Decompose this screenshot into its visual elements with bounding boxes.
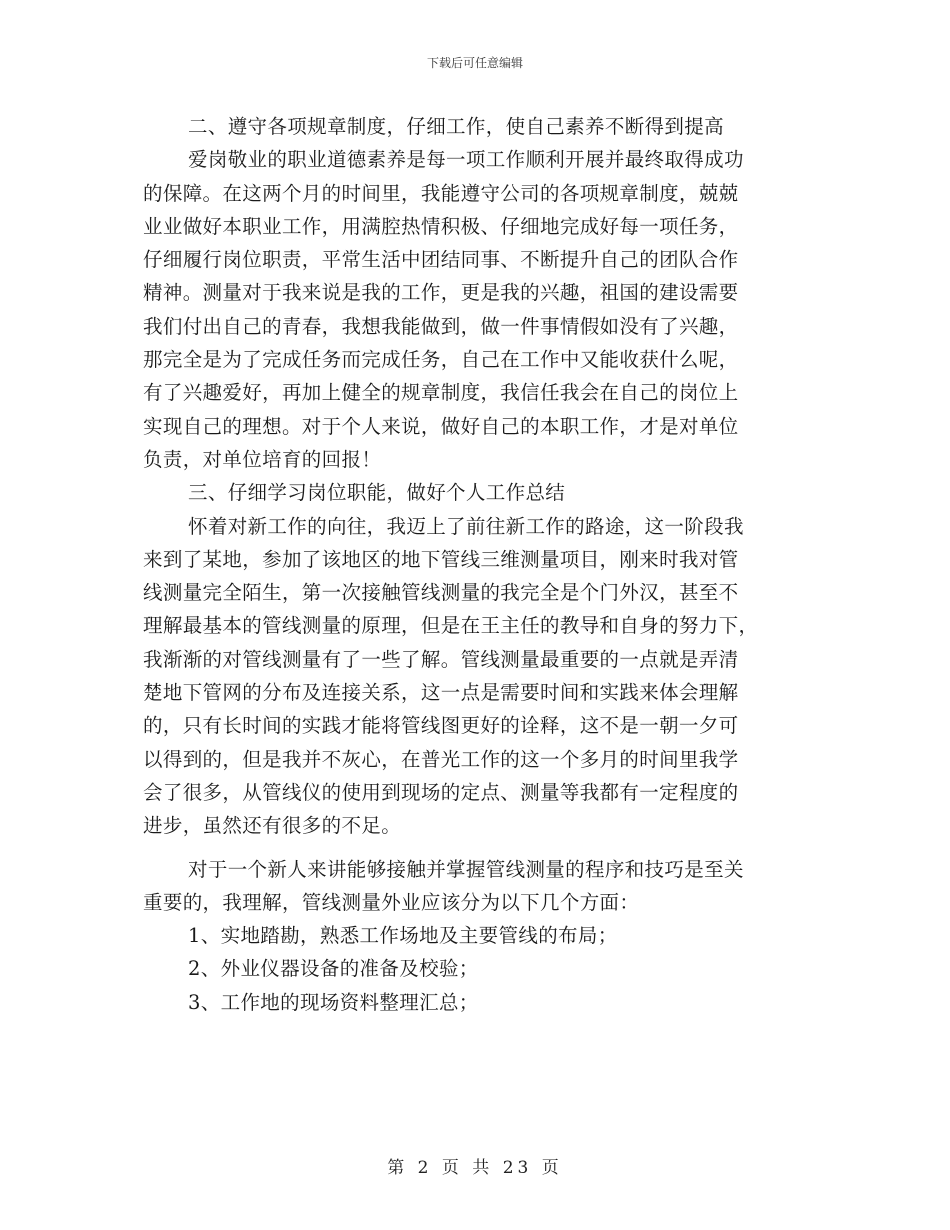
paragraph-line: 爱岗敬业的职业道德素养是每一项工作顺利开展并最终取得成功 bbox=[188, 148, 744, 172]
paragraph-line: 来到了某地，参加了该地区的地下管线三维测量项目，刚来时我对管 bbox=[143, 547, 739, 571]
document-body bbox=[143, 110, 811, 1019]
paragraph-line: 仔细履行岗位职责，平常生活中团结同事、不断提升自己的团队合作 bbox=[143, 248, 739, 272]
list-item: 3、工作地的现场资料整理汇总； bbox=[188, 990, 479, 1014]
page-header: 下载后可任意编辑 bbox=[426, 56, 523, 70]
paragraph-line: 怀着对新工作的向往，我迈上了前往新工作的路途，这一阶段我 bbox=[188, 514, 744, 538]
paragraph-line: 线测量完全陌生，第一次接触管线测量的我完全是个门外汉，甚至不 bbox=[143, 581, 739, 605]
paragraph-line: 理解最基本的管线测量的原理，但是在王主任的教导和自身的努力下， bbox=[143, 614, 759, 638]
paragraph-line: 的保障。在这两个月的时间里，我能遵守公司的各项规章制度，兢兢 bbox=[143, 181, 739, 205]
paragraph-line: 业业做好本职业工作，用满腔热情积极、仔细地完成好每一项任务， bbox=[143, 214, 739, 238]
paragraph-line: 我渐渐的对管线测量有了一些了解。管线测量最重要的一点就是弄清 bbox=[143, 647, 739, 671]
paragraph-line: 那完全是为了完成任务而完成任务，自己在工作中又能收获什么呢， bbox=[143, 348, 739, 372]
paragraph-gap bbox=[143, 843, 811, 853]
list-item: 1、实地踏勘，熟悉工作场地及主要管线的布局； bbox=[188, 924, 618, 948]
paragraph-line: 实现自己的理想。对于个人来说，做好自己的本职工作，才是对单位 bbox=[143, 414, 739, 438]
paragraph-line: 有了兴趣爱好，再加上健全的规章制度，我信任我会在自己的岗位上 bbox=[143, 381, 739, 405]
paragraph-line: 我们付出自己的青春，我想我能做到，做一件事情假如没有了兴趣， bbox=[143, 314, 739, 338]
page-footer: 第 2 页 共 23 页 bbox=[387, 1158, 563, 1178]
paragraph-line: 重要的，我理解，管线测量外业应该分为以下几个方面： bbox=[143, 890, 640, 914]
paragraph-line: 进步，虽然还有很多的不足。 bbox=[143, 814, 402, 838]
paragraph-line: 以得到的，但是我并不灰心，在普光工作的这一个多月的时间里我学 bbox=[143, 747, 739, 771]
paragraph-line: 负责，对单位培育的回报！ bbox=[143, 447, 382, 471]
section-heading-3: 三、仔细学习岗位职能，做好个人工作总结 bbox=[188, 481, 566, 505]
list-item: 2、外业仪器设备的准备及校验； bbox=[188, 957, 479, 981]
paragraph-line: 楚地下管网的分布及连接关系，这一点是需要时间和实践来体会理解 bbox=[143, 681, 739, 705]
paragraph-line: 会了很多，从管线仪的使用到现场的定点、测量等我都有一定程度的 bbox=[143, 780, 739, 804]
paragraph-line: 的，只有长时间的实践才能将管线图更好的诠释，这不是一朝一夕可 bbox=[143, 714, 739, 738]
paragraph-line: 精神。测量对于我来说是我的工作，更是我的兴趣，祖国的建设需要 bbox=[143, 281, 739, 305]
section-heading-2: 二、遵守各项规章制度，仔细工作，使自己素养不断得到提高 bbox=[188, 115, 724, 138]
paragraph-line: 对于一个新人来讲能够接触并掌握管线测量的程序和技巧是至关 bbox=[188, 857, 744, 881]
